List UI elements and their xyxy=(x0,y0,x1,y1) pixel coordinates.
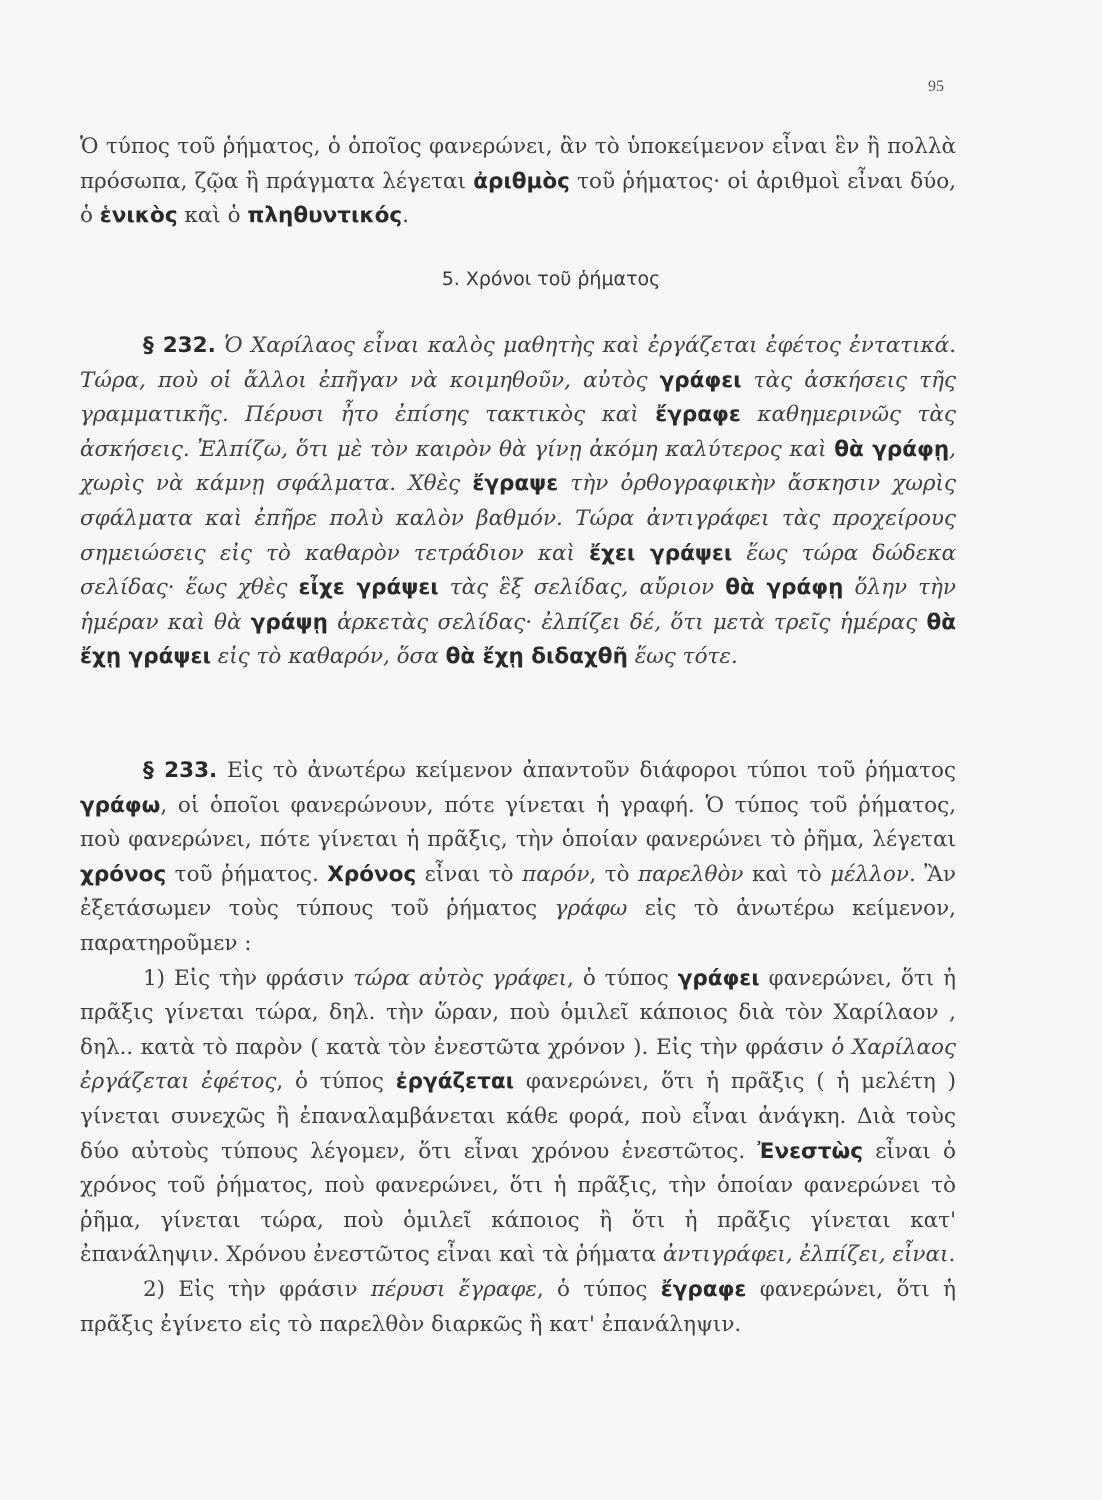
verb-form: γράφει xyxy=(659,367,742,393)
example-text: τὰς ἓξ σελίδας, αὔριον xyxy=(438,575,726,601)
verb-form: ἔγραψε xyxy=(472,471,559,497)
intro-text: καὶ ὁ xyxy=(177,203,248,229)
body-text: εἶναι ὁ χρόνος τοῦ ῥήματος, ποὺ φανερώνει, ὅτι ἡ πρᾶξις, τὴν ὁποίαν φανερώνει τὸ ῥῆμα, γίνεται τώρα, ποὺ ὁμιλεῖ κάποιος ἢ ὅτι ἡ πρᾶξις γίνεται κατ' ἐπανάληψιν. Χρόνου ἐνεστῶτος εἶναι καὶ τὰ ῥήματα xyxy=(80,1138,957,1268)
section-233 xyxy=(80,754,956,1342)
body-text: φανερώνει, ὅτι ἡ πρᾶξις γίνεται τώρα, δηλ. τὴν ὥραν, ποὺ ὁμιλεῖ κάποιος διὰ τὸν Χαρίλαον , δηλ.. κατὰ τὸ παρὸν ( κατὰ τὸν ἐνεστῶτα χρόνον ). Εἰς τὴν φράσιν xyxy=(80,965,956,1060)
body-text: , τὸ xyxy=(589,861,639,887)
verb-form: εἶχε γράψει xyxy=(298,575,439,601)
body-text: φανερώνει, ὅτι ἡ πρᾶξις ἐγίνετο εἰς τὸ παρελθὸν διαρκῶς ἢ κατ' ἐπανάληψιν. xyxy=(80,1276,956,1337)
verb-form: θὰ γράφῃ xyxy=(725,575,844,601)
body-text: τοῦ ῥήματος. xyxy=(166,861,328,887)
body-text: . Ἂν ἐξετάσωμεν τοὺς τύπους τοῦ ῥήματος xyxy=(80,861,957,922)
section-number: § 232. xyxy=(143,333,216,358)
verb-form: γράψῃ xyxy=(250,609,328,635)
body-text: . xyxy=(948,1242,956,1268)
term-arithmos: ἀριθμὸς xyxy=(473,168,570,194)
example-text: ἕως τώρα δώδεκα σελίδας· ἕως χθὲς xyxy=(80,540,956,601)
intro-text: . xyxy=(402,203,409,229)
example-text: ἀρκετὰς σελίδας· ἐλπίζει δέ, ὅτι μετὰ τρεῖς ἡμέρας xyxy=(327,609,927,635)
body-text: , ὁ τύπος xyxy=(276,1069,396,1095)
body-text: , ὁ τύπος xyxy=(567,965,678,991)
term-italic: παρόν xyxy=(522,861,590,887)
body-text: εἰς τὸ ἀνωτέρω κείμενον, παρατηροῦμεν : xyxy=(80,896,956,956)
example-text: ὅλην τὴν ἡμέραν καὶ θὰ xyxy=(80,575,956,635)
verb-form: ἔχει γράψει xyxy=(589,540,733,566)
body-text: , ὁ τύπος xyxy=(536,1276,661,1302)
verb-form: θὰ ἔχῃ διδαχθῆ xyxy=(445,644,628,670)
verb-form: ἔγραφε xyxy=(660,1276,747,1302)
term-italic: γράφω xyxy=(554,896,628,922)
body-text: εἶναι τὸ xyxy=(416,861,523,887)
example-italic: ὁ Χαρίλαος ἐργάζεται ἐφέτος xyxy=(80,1034,956,1095)
body-text: , οἱ ὁποῖοι φανερώνουν, πότε γίνεται ἡ γραφή. Ὁ τύπος τοῦ ῥήματος, ποὺ φανερώνει, πότε γίνεται ἡ πρᾶξις, τὴν ὁποίαν φανερώνει τὸ ῥῆμα, λέγεται xyxy=(80,792,956,853)
example-text: τὰς ἀσκήσεις τῆς γραμματικῆς. Πέρυσι ἦτο ἐπίσης τακτικὸς καὶ xyxy=(80,367,957,428)
body-text: 1) Εἰς τὴν φράσιν xyxy=(143,965,354,991)
verb-form: γράφει xyxy=(677,965,760,991)
example-text: Ὁ Χαρίλαος εἶναι καλὸς μαθητὴς καὶ ἐργάζεται ἐφέτος ἐντατικά. Τώρα, ποὺ οἱ ἄλλοι ἐπῆγαν νὰ κοιμηθοῦν, αὐτὸς xyxy=(80,333,956,393)
intro-text: τοῦ ῥήματος· οἱ ἀριθμοὶ εἶναι δύο, ὁ xyxy=(80,168,956,229)
section-232 xyxy=(80,329,956,675)
verb-form: θὰ ἔχῃ γράψει xyxy=(80,609,956,670)
example-italic: πέρυσι ἔγραφε xyxy=(370,1276,537,1302)
example-italic: ἀντιγράφει, ἐλπίζει, εἶναι xyxy=(662,1242,949,1268)
page-number: 95 xyxy=(928,78,944,95)
body-text: καὶ τὸ xyxy=(743,861,831,887)
example-text: ἕως τότε. xyxy=(627,644,738,670)
term-italic: παρελθὸν xyxy=(638,861,744,887)
term-chronos: Χρόνος xyxy=(327,861,417,887)
example-italic: τώρα αὐτὸς γράφει xyxy=(353,965,568,991)
intro-text: Ὁ τύπος τοῦ ῥήματος, ὁ ὁποῖος φανερώνει, ἂν τὸ ὑποκείμενον εἶναι ἓν ἢ πολλὰ πρόσωπα, ζῷα ἢ πράγματα λέγεται xyxy=(80,134,956,194)
body-text: 2) Εἰς τὴν φράσιν xyxy=(143,1276,371,1302)
verb-form: γράφω xyxy=(80,792,161,818)
term-italic: μέλλον xyxy=(830,861,909,887)
example-text: εἰς τὸ καθαρόν, ὅσα xyxy=(210,644,446,670)
term-plithyntikos: πληθυντικός xyxy=(247,203,403,229)
verb-form: θὰ γράφῃ xyxy=(834,436,950,462)
example-text: καθημερινῶς τὰς ἀσκήσεις. Ἐλπίζω, ὅτι μὲ τὸν καιρὸν θὰ γίνῃ ἀκόμη καλύτερος καὶ xyxy=(80,402,956,462)
section-heading: 5. Χρόνοι τοῦ ῥήματος xyxy=(441,268,661,290)
example-text: , χωρὶς νὰ κάμνῃ σφάλματα. Χθὲς xyxy=(80,436,956,497)
intro-paragraph xyxy=(80,130,956,234)
body-text: Εἰς τὸ ἀνωτέρω κείμενον ἀπαντοῦν διάφοροι τύποι τοῦ ῥήματος xyxy=(217,758,956,783)
term-enikos: ἑνικὸς xyxy=(99,203,178,229)
body-text: φανερώνει, ὅτι ἡ πρᾶξις ( ἡ μελέτη ) γίνεται συνεχῶς ἢ ἐπαναλαμβάνεται κάθε φορά, ποὺ εἶναι ἀνάγκη. Διὰ τοὺς δύο αὐτοὺς τύπους λέγομεν, ὅτι εἶναι χρόνου ἐνεστῶτος. xyxy=(80,1069,956,1164)
section-number: § 233. xyxy=(143,758,218,783)
example-text: τὴν ὀρθογραφικὴν ἄσκησιν χωρὶς σφάλματα καὶ ἐπῆρε πολὺ καλὸν βαθμόν. Τώρα ἀντιγράφει τὰς προχείρους σημειώσεις εἰς τὸ καθαρὸν τετράδιον καὶ xyxy=(80,471,956,566)
term-chronos: χρόνος xyxy=(80,861,167,887)
term-enestos: Ἐνεστὼς xyxy=(757,1138,863,1164)
verb-form: ἐργάζεται xyxy=(395,1069,515,1095)
verb-form: ἔγραφε xyxy=(655,402,741,428)
